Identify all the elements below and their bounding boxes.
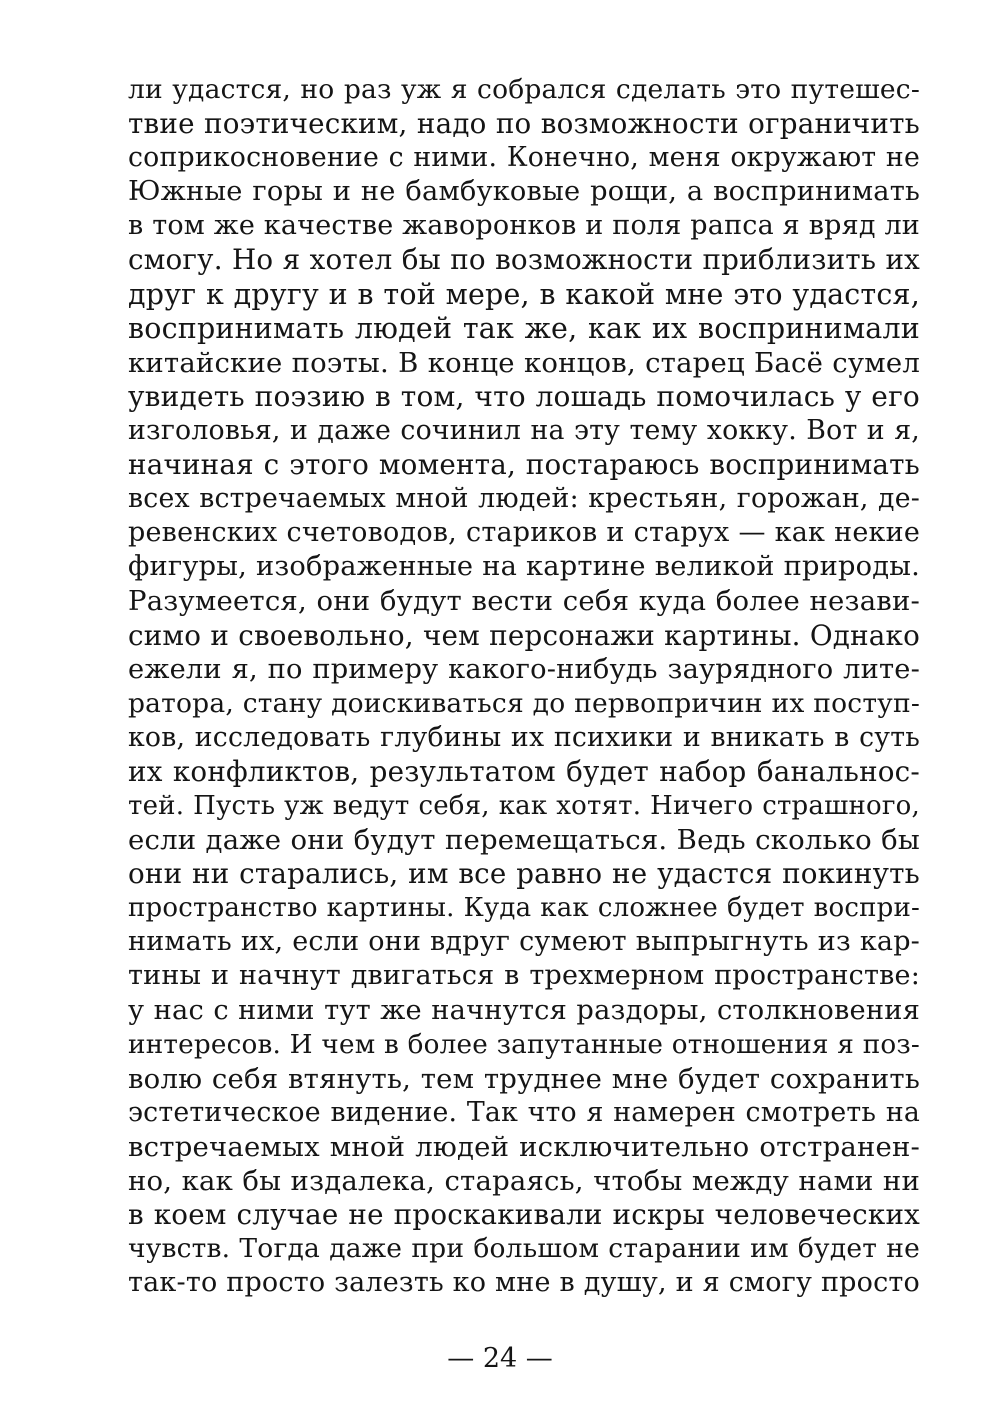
text-line: симо и своевольно, чем персонажи картины. Однако bbox=[128, 618, 920, 652]
text-line: начиная с этого момента, постараюсь воспринимать bbox=[128, 448, 920, 482]
text-line: ревенских счетоводов, стариков и старух — как некие bbox=[128, 517, 920, 549]
text-line: Южные горы и не бамбуковые рощи, а воспринимать bbox=[128, 176, 920, 208]
text-line: их конфликтов, результатом будет набор банальнос- bbox=[128, 754, 920, 788]
text-line: так-то просто залезть ко мне в душу, и я смогу просто bbox=[128, 1267, 920, 1299]
text-line: волю себя втянуть, тем труднее мне будет сохранить bbox=[128, 1062, 920, 1095]
text-line: если даже они будут перемещаться. Ведь сколько бы bbox=[128, 824, 920, 857]
text-line: пространство картины. Куда как сложнее будет воспри- bbox=[128, 893, 920, 924]
text-line: интересов. И чем в более запутанные отношения я поз- bbox=[128, 1029, 920, 1060]
text-line: ратора, стану доискиваться до первопричин их поступ- bbox=[128, 687, 920, 719]
text-line: чувств. Тогда даже при большом старании им будет не bbox=[128, 1233, 920, 1265]
text-line: в том же качестве жаворонков и поля рапса я вряд ли bbox=[128, 210, 920, 242]
text-line: увидеть поэзию в том, что лошадь помочилась у его bbox=[128, 379, 920, 413]
text-line: тины и начнут двигаться в трехмерном пространстве: bbox=[128, 960, 920, 992]
text-line: соприкосновение с ними. Конечно, меня окружают не bbox=[128, 142, 920, 174]
text-line: друг к другу и в той мере, в какой мне это удастся, bbox=[128, 277, 920, 311]
text-line: Разумеется, они будут вести себя куда более незави- bbox=[128, 585, 920, 618]
text-line: нимать их, если они вдруг сумеют выпрыгнуть из кар- bbox=[128, 926, 920, 958]
text-line: твие поэтическим, надо по возможности ограничить bbox=[128, 107, 920, 141]
text-line: воспринимать людей так же, как их воспринимали bbox=[128, 311, 920, 345]
text-line: у нас с ними тут же начнутся раздоры, столкновения bbox=[128, 994, 920, 1026]
text-line: китайские поэты. В конце концов, старец Басё сумел bbox=[128, 346, 920, 379]
text-line: изголовья, и даже сочинил на эту тему хокку. Вот и я, bbox=[128, 414, 920, 446]
text-line: в коем случае не проскакивали искры человеческих bbox=[128, 1198, 920, 1232]
page-number: — 24 — bbox=[447, 1343, 553, 1374]
text-line: ежели я, по примеру какого-нибудь заурядного лите- bbox=[128, 653, 920, 685]
text-line: тей. Пусть уж ведут себя, как хотят. Ничего страшного, bbox=[128, 790, 920, 821]
text-line: встречаемых мной людей исключительно отстранен- bbox=[128, 1130, 920, 1163]
text-line: эстетическое видение. Так что я намерен смотреть на bbox=[128, 1096, 920, 1128]
text-line: фигуры, изображенные на картине великой природы. bbox=[128, 551, 920, 583]
text-line: ков, исследовать глубины их психики и вникать в суть bbox=[128, 721, 920, 753]
text-line: всех встречаемых мной людей: крестьян, горожан, де- bbox=[128, 483, 920, 515]
text-line: они ни старались, им все равно не удастся покинуть bbox=[128, 857, 920, 891]
text-line: ли удастся, но раз уж я собрался сделать это путешес- bbox=[128, 74, 920, 105]
text-line: смогу. Но я хотел бы по возможности приблизить их bbox=[128, 243, 920, 277]
text-line: но, как бы издалека, стараясь, чтобы между нами ни bbox=[128, 1165, 920, 1197]
body-text bbox=[128, 73, 920, 1300]
